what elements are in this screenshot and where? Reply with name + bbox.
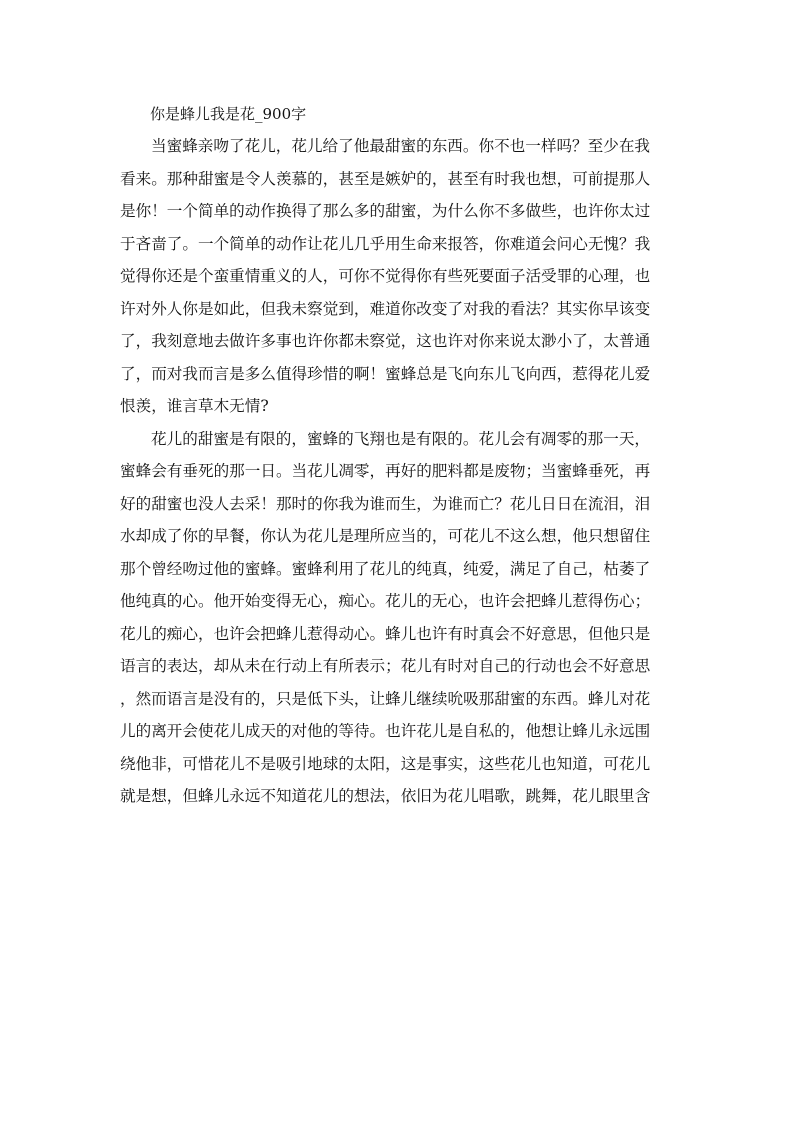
paragraph-line: 那个曾经吻过他的蜜蜂。蜜蜂利用了花儿的纯真，纯爱，满足了自己，枯萎了	[120, 559, 651, 578]
paragraph-line: 儿的离开会使花儿成天的对他的等待。也许花儿是自私的，他想让蜂儿永远围	[120, 722, 651, 740]
paragraph-line: 当蜜蜂亲吻了花儿，花儿给了他最甜蜜的东西。你不也一样吗？至少在我	[151, 137, 651, 155]
paragraph-line: 于吝啬了。一个简单的动作让花儿几乎用生命来报答，你难道会问心无愧？我	[120, 234, 651, 253]
paragraph-line: 许对外人你是如此，但我未察觉到，难道你改变了对我的看法？其实你早该变	[120, 299, 651, 318]
paragraph-line: 花儿的甜蜜是有限的，蜜蜂的飞翔也是有限的。花儿会有凋零的那一天，	[151, 429, 651, 448]
paragraph-line: 语言的表达，却从未在行动上有所表示；花儿有时对自己的行动也会不好意思	[120, 657, 651, 675]
paragraph-line: 觉得你还是个蛮重情重义的人，可你不觉得你有些死要面子活受罪的心理，也	[120, 267, 651, 285]
paragraph-line: 看来。那种甜蜜是令人羡慕的，甚至是嫉妒的，甚至有时我也想，可前提那人	[120, 169, 651, 188]
paragraph-line: 绕他非，可惜花儿不是吸引地球的太阳，这是事实，这些花儿也知道，可花儿	[120, 754, 651, 773]
paragraph-2	[120, 423, 680, 813]
paragraph-line: 是你！一个简单的动作换得了那么多的甜蜜，为什么你不多做些，也许你太过	[120, 202, 651, 220]
paragraph-line: 水却成了你的早餐，你认为花儿是理所应当的，可花儿不这么想，他只想留住	[120, 527, 651, 545]
paragraph-1	[120, 130, 680, 423]
paragraph-line: 蜜蜂会有垂死的那一日。当花儿凋零，再好的肥料都是废物；当蜜蜂垂死，再	[120, 462, 651, 480]
paragraph-line: ，然而语言是没有的，只是低下头，让蜂儿继续吮吸那甜蜜的东西。蜂儿对花	[120, 689, 651, 708]
paragraph-line: 恨羡，谁言草木无情?	[120, 397, 269, 415]
document-title: 你是蜂儿我是花_900字	[150, 105, 307, 123]
document-body	[120, 99, 680, 813]
paragraph-line: 他纯真的心。他开始变得无心，痴心。花儿的无心，也许会把蜂儿惹得伤心；	[120, 592, 651, 610]
paragraph-line: 了，而对我而言是多么值得珍惜的啊！蜜蜂总是飞向东儿飞向西，惹得花儿爱	[120, 364, 651, 383]
paragraph-line: 花儿的痴心，也许会把蜂儿惹得动心。蜂儿也许有时真会不好意思，但他只是	[120, 624, 651, 643]
paragraph-line: 好的甜蜜也没人去采！那时的你我为谁而生，为谁而亡？花儿日日在流泪，泪	[120, 494, 651, 513]
paragraph-line: 就是想，但蜂儿永远不知道花儿的想法，依旧为花儿唱歌，跳舞，花儿眼里含	[120, 787, 651, 805]
paragraph-line: 了，我刻意地去做许多事也许你都未察觉，这也许对你来说太渺小了，太普通	[120, 332, 651, 350]
